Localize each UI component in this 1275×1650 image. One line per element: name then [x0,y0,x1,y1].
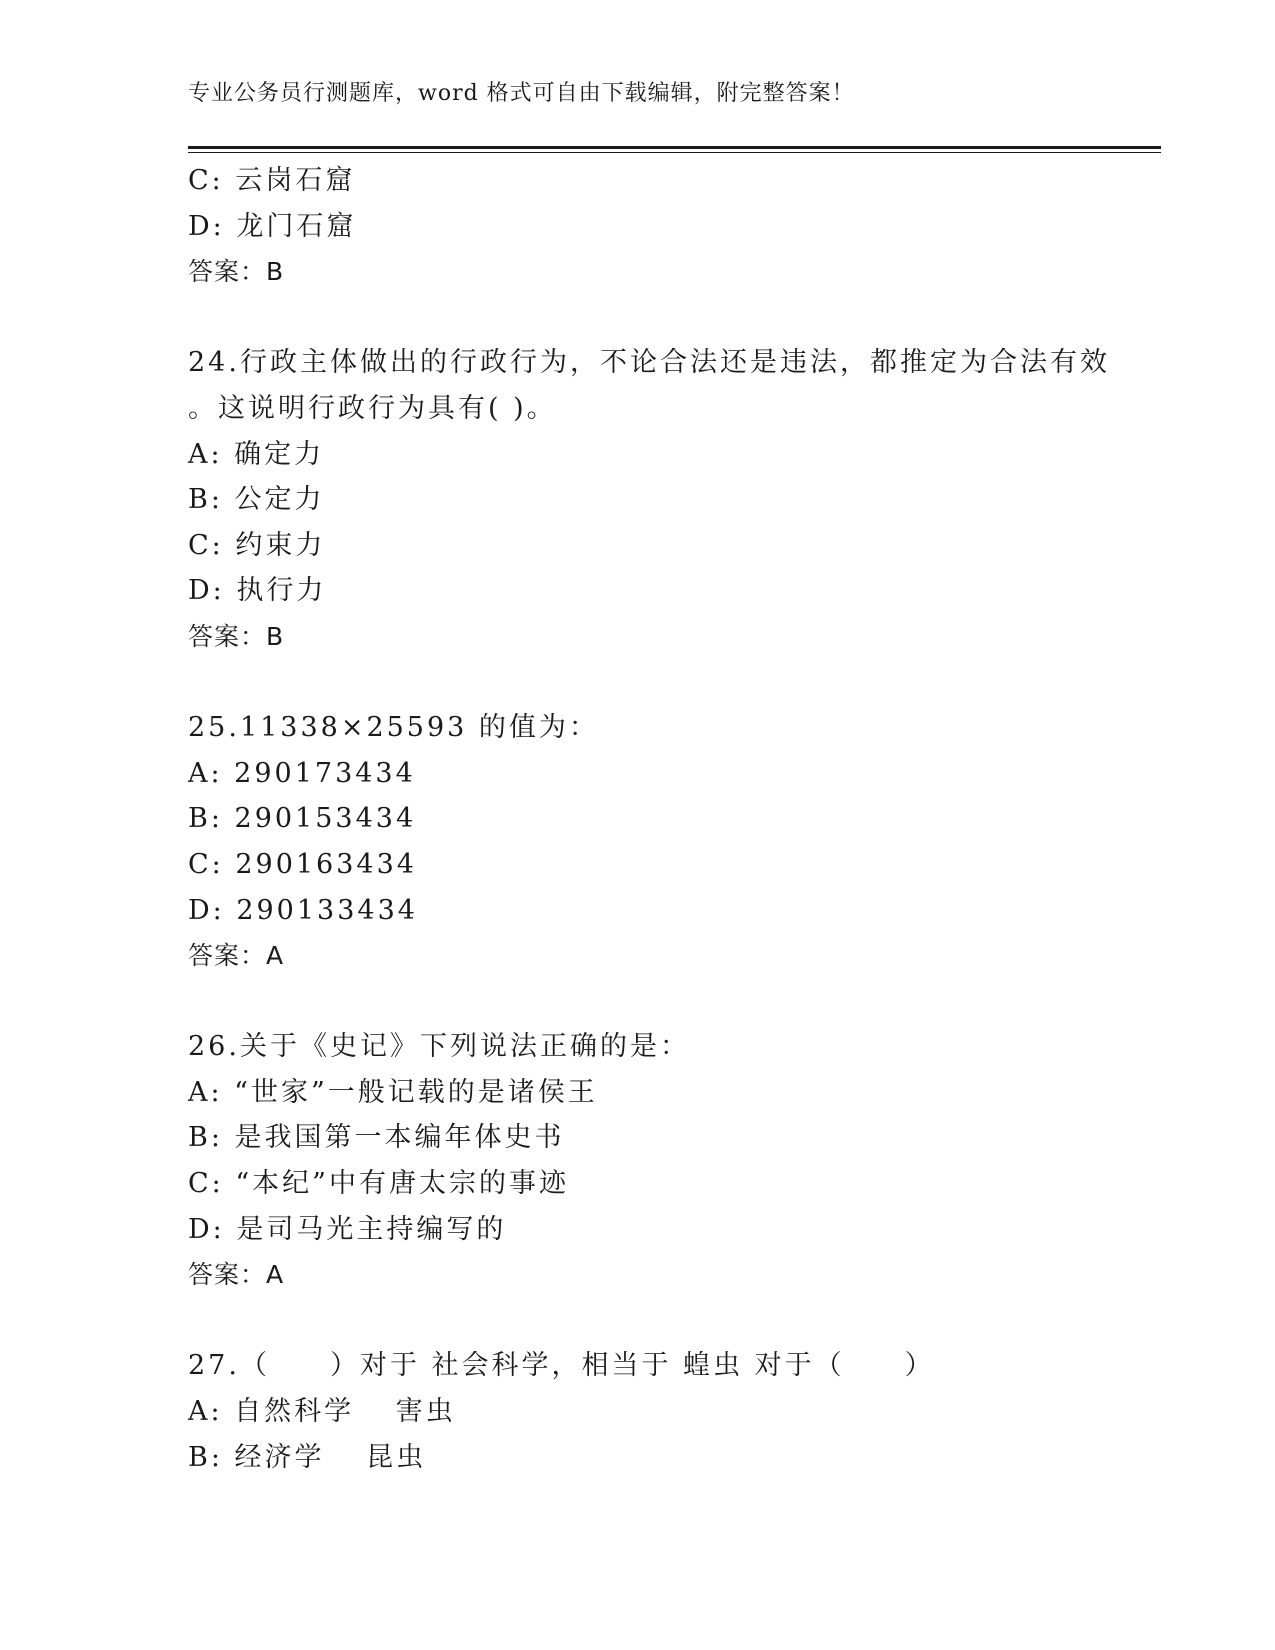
option-c: C: “本纪”中有唐太宗的事迹 [188,1168,569,1200]
answer: 答案：B [188,621,285,651]
option-b: B: 是我国第一本编年体史书 [188,1122,565,1154]
spacer [188,295,1178,341]
question-25 [188,705,1178,979]
question-stem-continued: 。这说明行政行为具有( )。 [188,392,557,424]
question-stem: 26.关于《史记》下列说法正确的是： [188,1031,690,1063]
question-stem: 25.11338×25593 的值为： [188,712,599,744]
option-a: A: 自然科学 害虫 [188,1396,456,1428]
question-stem: 24.行政主体做出的行政行为，不论合法还是违法，都推定为合法有效 [188,347,1110,379]
option-a: A: 确定力 [188,438,325,470]
option-c: C: 290163434 [188,848,417,880]
option-c: C: 约束力 [188,529,326,561]
question-26 [188,1024,1178,1298]
question-stem: 27.（ ）对于 社会科学，相当于 蝗虫 对于（ ） [188,1350,935,1382]
option-d: D: 执行力 [188,575,327,607]
question-content [188,158,1178,1480]
question-23-tail [188,158,1178,295]
option-b: B: 290153434 [188,803,417,835]
spacer [188,1298,1178,1344]
option-d: D: 是司马光主持编写的 [188,1213,507,1245]
answer: 答案：A [188,941,285,971]
question-24 [188,340,1178,659]
option-d: D: 龙门石窟 [188,210,357,242]
spacer [188,979,1178,1025]
answer: 答案：B [188,257,285,287]
option-c: C: 云岗石窟 [188,165,356,196]
option-b: B: 公定力 [188,484,325,516]
spacer [188,660,1178,706]
option-b: B: 经济学 昆虫 [188,1441,427,1473]
answer: 答案：A [188,1260,285,1290]
header-rule-thick [188,146,1161,149]
page-header: 专业公务员行测题库，word 格式可自由下载编辑，附完整答案！ [188,81,855,106]
option-a: A: 290173434 [188,757,416,789]
option-a: A: “世家”一般记载的是诸侯王 [188,1076,598,1108]
header-rule-thin [188,152,1161,153]
option-d: D: 290133434 [188,894,418,926]
question-27 [188,1343,1178,1480]
